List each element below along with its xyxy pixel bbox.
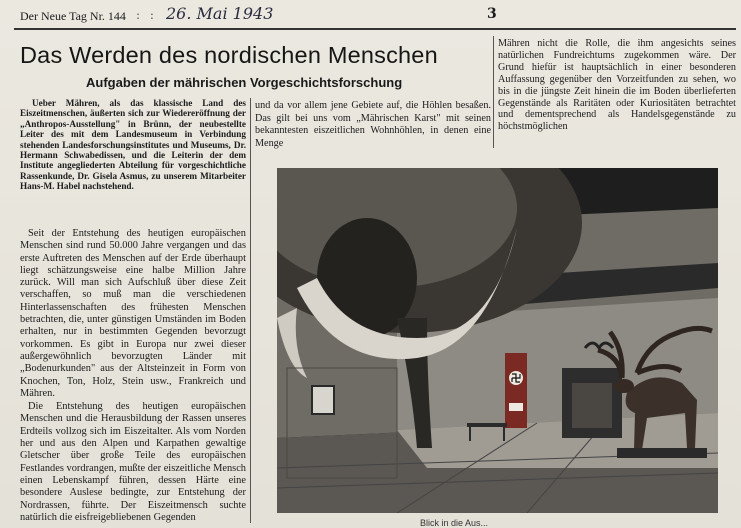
article-subheadline: Aufgaben der mährischen Vorgeschichtsforschung bbox=[86, 75, 403, 90]
page-number: 3 bbox=[487, 6, 497, 22]
mammoth-hall-illustration bbox=[277, 168, 718, 513]
masthead-dots: : : bbox=[136, 8, 157, 22]
intro-paragraph: Ueber Mähren, als das klassische Land des Eiszeitmenschen, äußerten sich zur Wiedereröffnung der „Anthropos-Ausstellung" in Brünn, der neubestellte Leiter des mit dem Landesmuseum in Verbindung stehenden Landesforschungsinstitutes und Museums, Dr. Hermann Schwabedissen, und die Leiterin der dem Institute angegliederten Abteilung für vorgeschichtliche Rassenkunde, Dr. Gisela Asmus, zu unserem Mitarbeiter Hans-M. Habel nachstehend. bbox=[20, 98, 246, 192]
middle-column bbox=[255, 100, 491, 150]
left-column bbox=[20, 228, 246, 525]
right-paragraph: Mähren nicht die Rolle, die ihm angesichts seines natürlichen Fundreichtums zugekommen wäre. Der Grund hiefür ist hauptsächlich in einer besonderen Auffassung gegenüber den Vorzeitfunden zu sehen, wo bis in die jüngste Zeit hinein die im Boden überlieferten Gegenstände als Raritäten oder Kuriositäten betrachtet und dementsprechend als Handelsgegenstände zu höchstmöglichen bbox=[498, 38, 736, 133]
article-headline: Das Werden des nordischen Menschen bbox=[20, 42, 438, 68]
header-rule bbox=[14, 28, 736, 30]
exhibition-photo bbox=[277, 168, 718, 513]
handwritten-date: 26. Mai 1943 bbox=[166, 4, 274, 23]
photo-caption: Blick in die Aus... bbox=[420, 518, 489, 528]
right-column bbox=[498, 38, 736, 133]
masthead bbox=[18, 6, 728, 26]
body-paragraph-1: Seit der Entstehung des heutigen europäischen Menschen sind rund 50.000 Jahre vergangen und das erste Auftreten des Menschen auf der Erde überhaupt liegt schätzungsweise eine halbe Million Jahre zurück. Will man sich Aufschluß über diese Zeit verschaffen, so muß man die verschiedenen Hinterlassenschaften des frühesten Menschen betrachten, die, unter günstigen Umständen im Boden erhalten, nur in bestimmten Gegenden bevorzugt vorkommen. Es gibt in Europa nur zwei dieser außergewöhnlich bevorzugten Länder mit „Bodenurkunden" aus der Altsteinzeit in Form von Knochen, Ton, Holz, Stein usw., Frankreich und Mähren. bbox=[20, 228, 246, 399]
paper-title: Der Neue Tag Nr. 144 bbox=[20, 9, 126, 23]
column-divider-left bbox=[250, 98, 251, 523]
column-divider-right bbox=[493, 36, 494, 148]
middle-paragraph: und da vor allem jene Gebiete auf, die Höhlen besaßen. Das gilt bei uns vom „Mährischen Karst" mit seinen bekanntesten eiszeitlichen Wohnhöhlen, in denen eine Menge bbox=[255, 100, 491, 149]
intro-column bbox=[20, 98, 246, 192]
body-paragraph-2: Die Entstehung des heutigen europäischen Menschen und die Herausbildung der Rassen unseres Erdteils vollzog sich im Eiszeitalter. Als vom Norden her und aus den Alpen und Karpathen gewaltige Gletscher über große Teile des europäischen Festlandes vordrangen, mußte der eiszeitliche Mensch einen Lebenskampf führen, dessen Härte eine besondere Auslese bedingte, zur Entstehung der Nordrassen, führte. Der Eiszeitmensch suchte natürlich die eisfreigebliebenen Gegenden bbox=[20, 401, 246, 523]
